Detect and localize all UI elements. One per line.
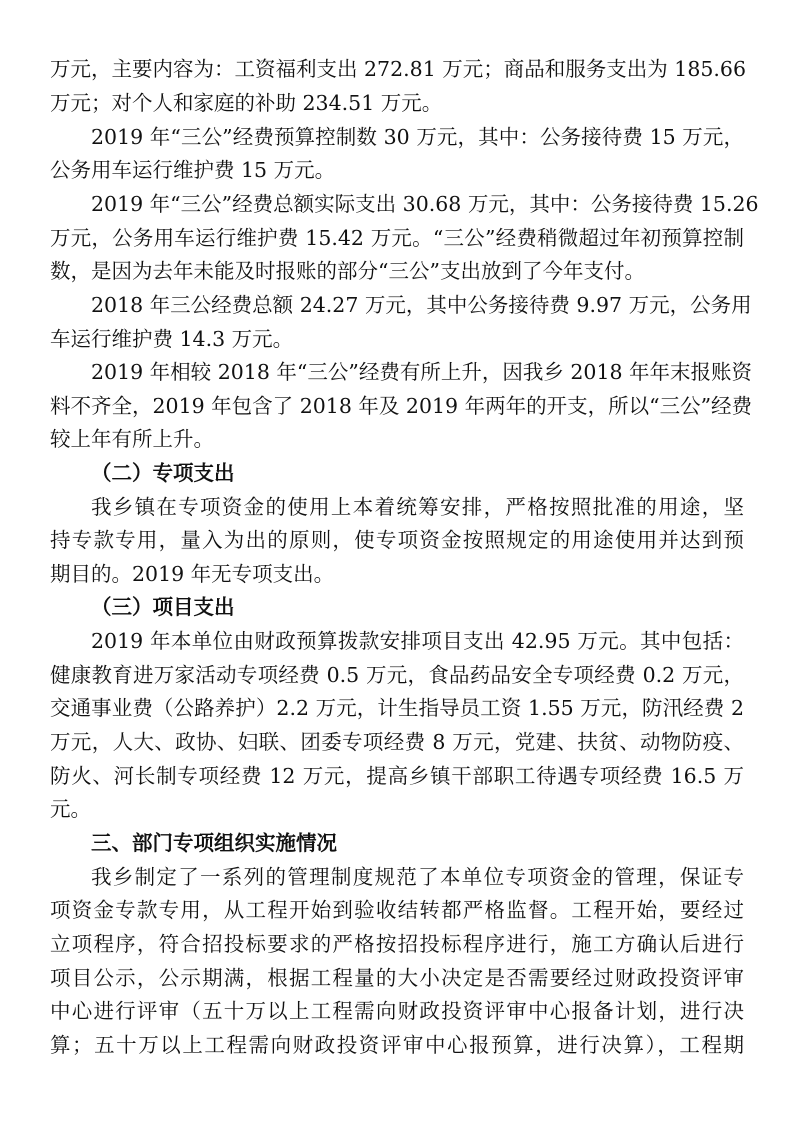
- text-line: 项目公示，公示期满，根据工程量的大小决定是否需要经过财政投资评审: [50, 966, 744, 990]
- text-line: 2018 年三公经费总额 24.27 万元，其中公务接待费 9.97 万元，公务用: [91, 293, 752, 317]
- text-line: 防火、河长制专项经费 12 万元，提高乡镇干部职工待遇专项经费 16.5 万: [50, 764, 744, 788]
- text-line: 2019 年“三公”经费预算控制数 30 万元，其中：公务接待费 15 万元，: [91, 125, 744, 149]
- text-line: 较上年有所上升。: [50, 427, 214, 451]
- text-line: 车运行维护费 14.3 万元。: [50, 327, 294, 351]
- text-line: 万元，主要内容为：工资福利支出 272.81 万元；商品和服务支出为 185.66: [50, 57, 747, 81]
- text-line: 中心进行评审（五十万以上工程需向财政投资评审中心报备计划，进行决: [50, 999, 744, 1023]
- subsection-heading-special: （二）专项支出: [91, 461, 235, 485]
- text-line: 健康教育进万家活动专项经费 0.5 万元，食品药品安全专项经费 0.2 万元，: [50, 663, 744, 687]
- text-line: 万元，人大、政协、妇联、团委专项经费 8 万元，党建、扶贫、动物防疫、: [50, 730, 744, 754]
- text-line: 元。: [50, 797, 91, 821]
- subsection-heading-project: （三）项目支出: [91, 595, 235, 619]
- text-line: 项资金专款专用，从工程开始到验收结转都严格监督。工程开始，要经过: [50, 898, 744, 922]
- text-line: 公务用车运行维护费 15 万元。: [50, 158, 336, 182]
- text-line: 料不齐全，2019 年包含了 2018 年及 2019 年两年的开支，所以“三公”经费: [50, 394, 753, 418]
- text-line: 持专款专用，量入为出的原则，使专项资金按照规定的用途使用并达到预: [50, 528, 744, 552]
- text-line: 我乡镇在专项资金的使用上本着统筹安排，严格按照批准的用途，坚: [91, 495, 744, 519]
- text-line: 交通事业费（公路养护）2.2 万元，计生指导员工资 1.55 万元，防汛经费 2: [50, 696, 744, 720]
- text-line: 万元；对个人和家庭的补助 234.51 万元。: [50, 91, 443, 115]
- text-line: 数，是因为去年未能及时报账的部分“三公”支出放到了今年支付。: [50, 259, 645, 283]
- text-line: 2019 年相较 2018 年“三公”经费有所上升，因我乡 2018 年年末报账资: [91, 360, 753, 384]
- text-line: 2019 年“三公”经费总额实际支出 30.68 万元，其中：公务接待费 15.26: [91, 192, 759, 216]
- section-heading-organization: 三、部门专项组织实施情况: [91, 831, 337, 855]
- text-line: 万元，公务用车运行维护费 15.42 万元。“三公”经费稍微超过年初预算控制: [50, 226, 744, 250]
- text-line: 算；五十万以上工程需向财政投资评审中心报预算，进行决算），工程期: [50, 1033, 744, 1057]
- text-line: 期目的。2019 年无专项支出。: [50, 562, 335, 586]
- text-line: 我乡制定了一系列的管理制度规范了本单位专项资金的管理，保证专: [91, 865, 744, 889]
- text-line: 2019 年本单位由财政预算拨款安排项目支出 42.95 万元。其中包括：: [91, 629, 744, 653]
- text-line: 立项程序，符合招投标要求的严格按招投标程序进行，施工方确认后进行: [50, 932, 744, 956]
